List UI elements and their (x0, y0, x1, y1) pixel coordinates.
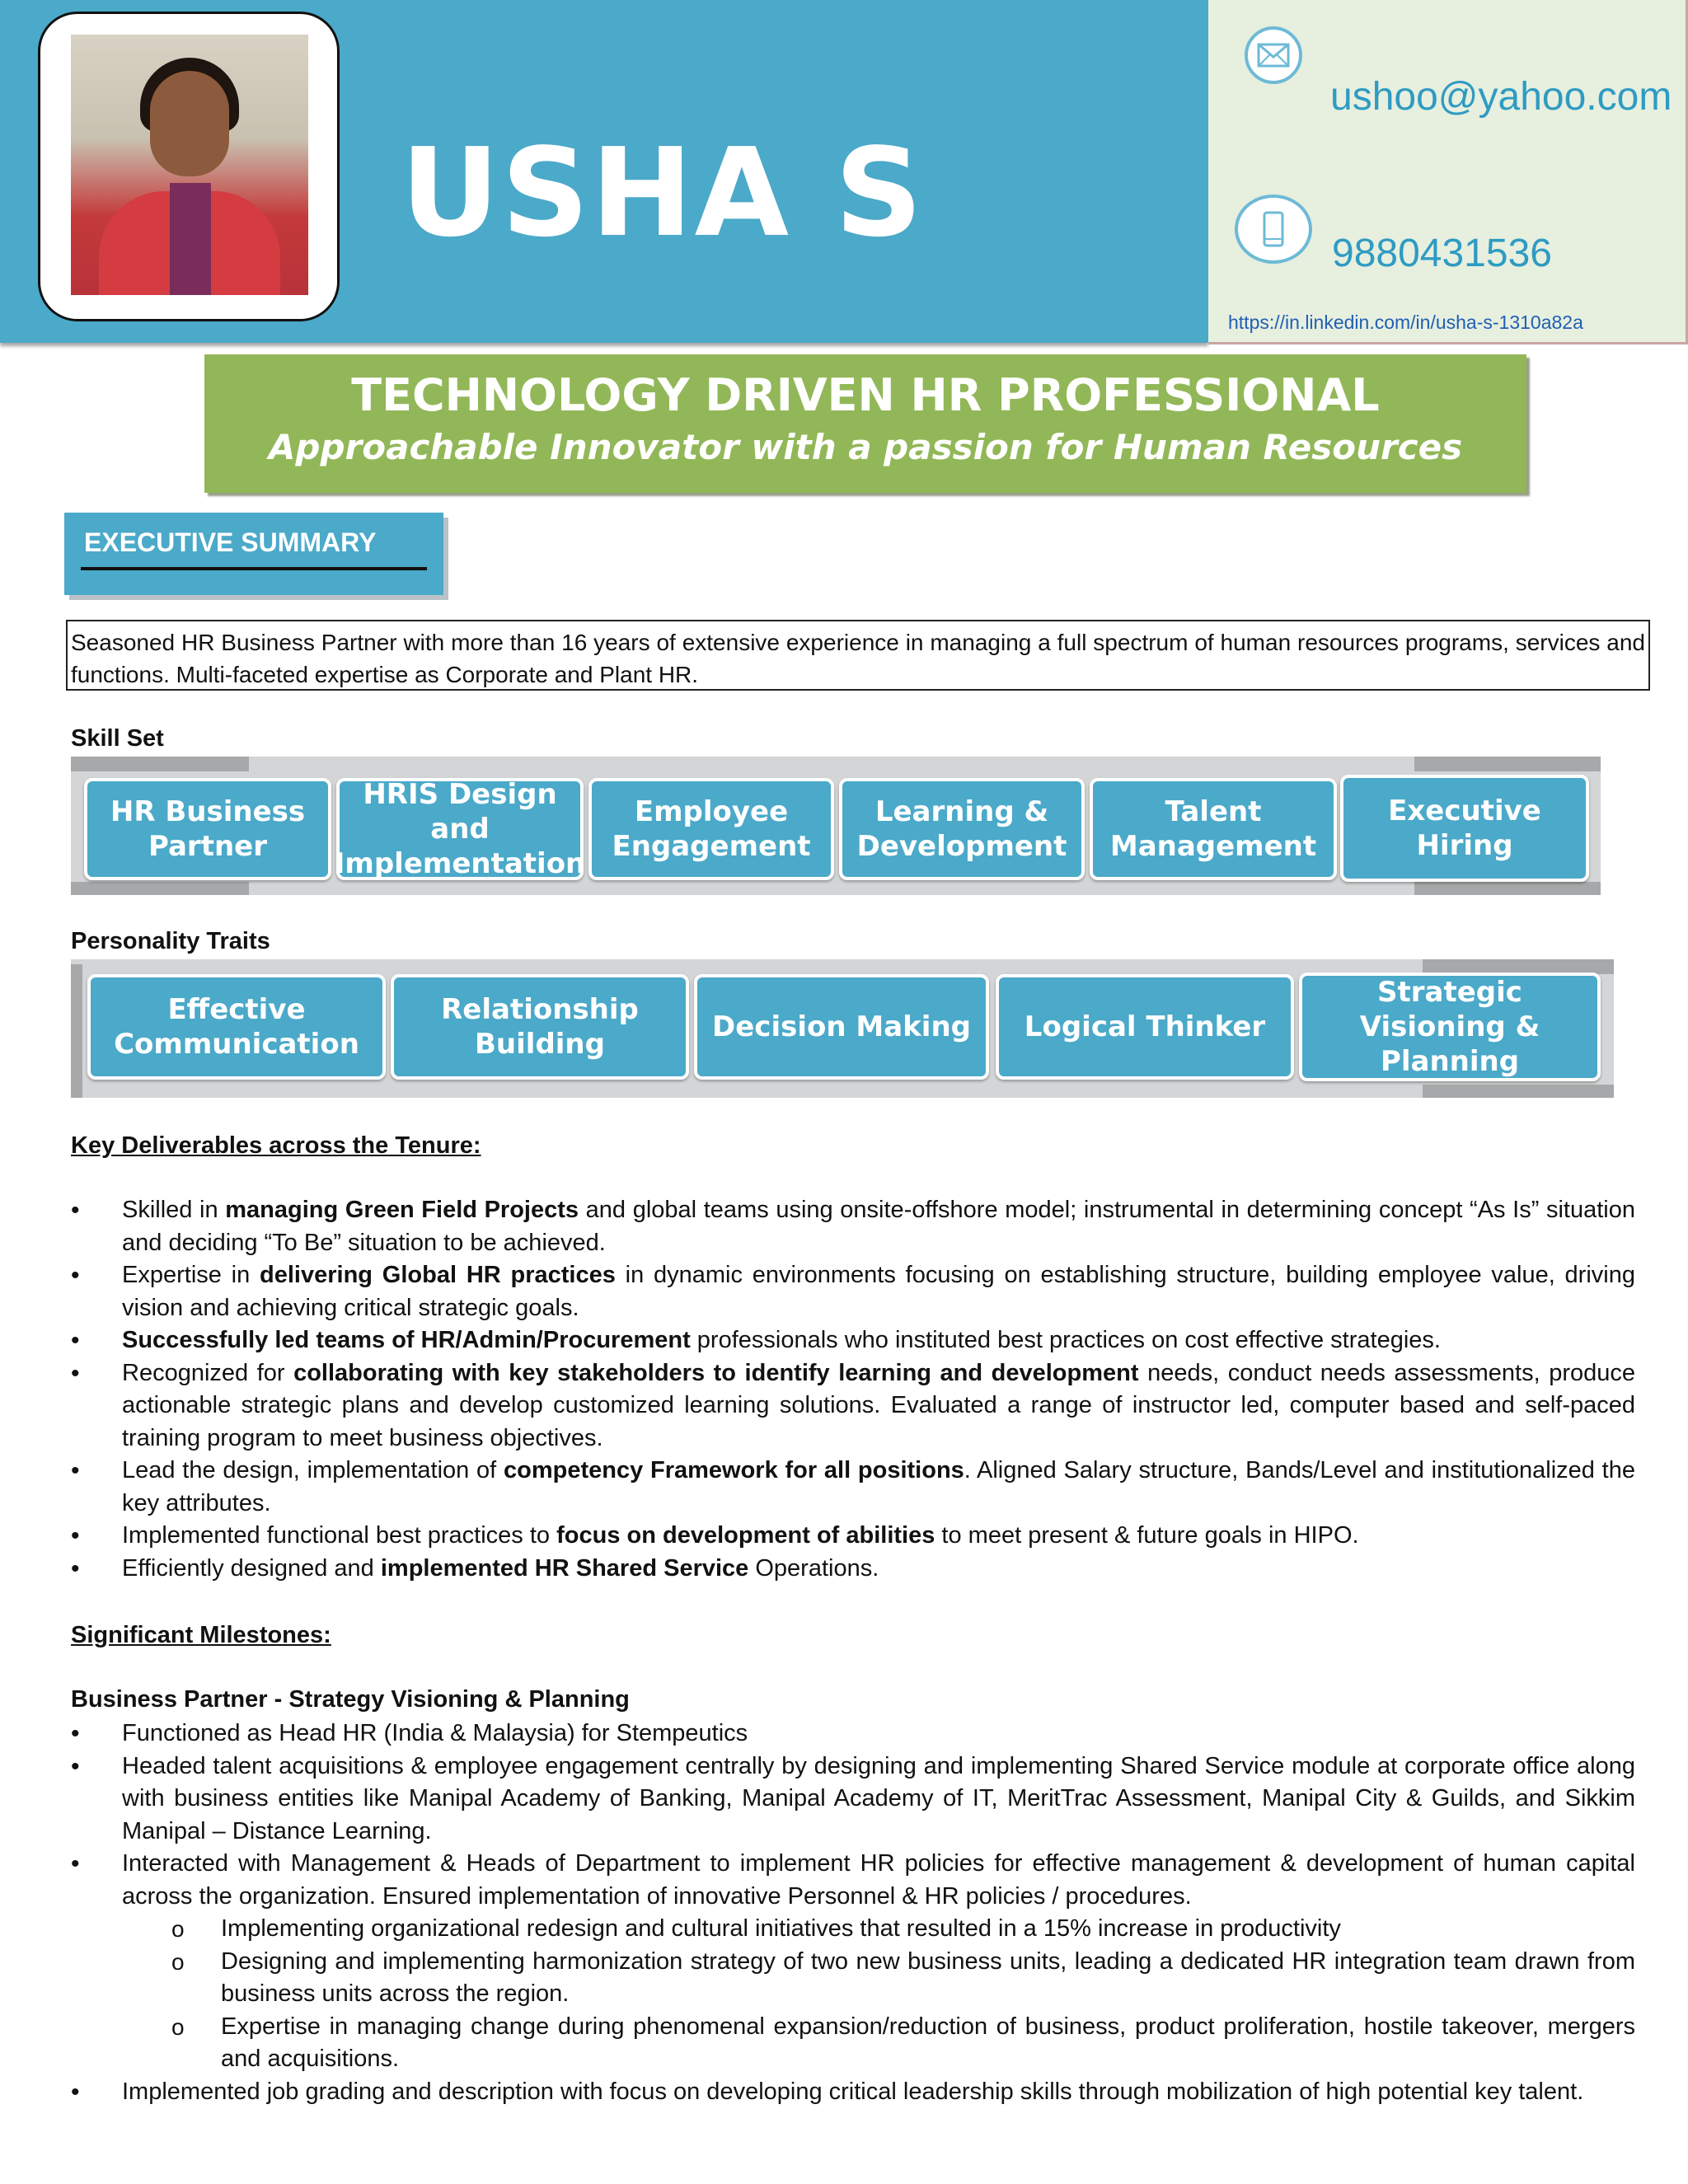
personality-traits-heading: Personality Traits (71, 928, 270, 954)
list-item: • Interacted with Management & Heads of Department to implement HR policies for effective management & development of human capital across the organization. Ensured implementation of innovative Personnel & HR policies / procedures. (71, 1848, 1635, 1913)
sub-list-item: o Implementing organizational redesign and cultural initiatives that resulted in a 15% increase in productivity (71, 1913, 1635, 1946)
linkedin-link[interactable]: https://in.linkedin.com/in/usha-s-1310a82a (1228, 312, 1583, 333)
key-deliverables-heading: Key Deliverables across the Tenure: (71, 1132, 481, 1159)
milestones-heading: Significant Milestones: (71, 1622, 331, 1648)
mobile-phone-icon (1235, 194, 1312, 264)
row-bracket (71, 757, 249, 771)
skill-item: Talent Management (1090, 778, 1337, 880)
milestones-subheading: Business Partner - Strategy Visioning & Planning (71, 1686, 630, 1713)
list-item: • Successfully led teams of HR/Admin/Procurement professionals who instituted best practices on cost effective strategies. (71, 1324, 1635, 1357)
row-bracket (1423, 1085, 1614, 1098)
heading-underline (81, 567, 427, 570)
trait-item: Strategic Visioning & Planning (1299, 972, 1601, 1081)
skill-item: HR Business Partner (84, 778, 331, 880)
milestones-list (71, 1718, 1635, 2108)
skill-item: Learning & Development (839, 778, 1085, 880)
list-item: • Implemented functional best practices to focus on development of abilities to meet present & future goals in HIPO. (71, 1520, 1635, 1553)
email-link[interactable]: ushoo@yahoo.com (1330, 75, 1672, 119)
profile-photo (71, 35, 308, 295)
sub-list-item: o Designing and implementing harmonization strategy of two new business units, leading a dedicated HR integration team drawn from business units across the region. (71, 1946, 1635, 2011)
row-bracket (71, 964, 82, 1098)
executive-summary-heading: EXECUTIVE SUMMARY (84, 527, 377, 557)
skill-item: HRIS Design and Implementation (334, 778, 586, 880)
row-bracket (71, 882, 249, 895)
headline-banner (204, 354, 1526, 493)
list-item: • Implemented job grading and description with focus on developing critical leadership skills through mobilization of high potential key talent. (71, 2076, 1635, 2109)
candidate-name: USHA S (401, 122, 925, 264)
row-bracket (1414, 882, 1601, 895)
headline-title: TECHNOLOGY DRIVEN HR PROFESSIONAL (351, 369, 1380, 421)
executive-summary-text: Seasoned HR Business Partner with more than 16 years of extensive experience in managing a full spectrum of human resources programs, services and functions. Multi-faceted expertise as Corporate and Plant HR. (66, 620, 1650, 691)
list-item: • Skilled in managing Green Field Projects and global teams using onsite-offshore model; instrumental in determining concept “As Is” situation and deciding “To Be” situation to be achieved. (71, 1194, 1635, 1259)
trait-item: Decision Making (694, 974, 989, 1080)
trait-item: Relationship Building (391, 974, 689, 1080)
list-item: • Lead the design, implementation of competency Framework for all positions. Aligned Salary structure, Bands/Level and institutionalized the key attributes. (71, 1455, 1635, 1520)
skill-set-heading: Skill Set (71, 725, 164, 752)
trait-item: Effective Communication (87, 974, 386, 1080)
envelope-icon (1245, 26, 1302, 84)
deliverables-list (71, 1194, 1635, 1585)
list-item: • Headed talent acquisitions & employee engagement centrally by designing and implementing Shared Service module at corporate office along with business entities like Manipal Academy of Banking, Manipal Academy of IT, MeritTrac Assessment, Manipal City & Guilds, and Sikkim Manipal – Distance Learning. (71, 1750, 1635, 1849)
list-item: • Efficiently designed and implemented HR Shared Service Operations. (71, 1553, 1635, 1586)
sub-list-item: o Expertise in managing change during phenomenal expansion/reduction of business, product proliferation, hostile takeover, mergers and acquisitions. (71, 2011, 1635, 2076)
list-item: • Expertise in delivering Global HR practices in dynamic environments focusing on establishing structure, building employee value, driving vision and achieving critical strategic goals. (71, 1259, 1635, 1324)
list-item: • Recognized for collaborating with key stakeholders to identify learning and development needs, conduct needs assessments, produce actionable strategic plans and develop customized learning solutions. Evaluated a range of instructor led, computer based and self-paced training program to meet business objectives. (71, 1357, 1635, 1455)
list-item: • Functioned as Head HR (India & Malaysia) for Stempeutics (71, 1718, 1635, 1750)
skill-item: Executive Hiring (1340, 775, 1589, 882)
trait-item: Logical Thinker (996, 974, 1294, 1080)
skill-item: Employee Engagement (588, 778, 834, 880)
headline-subtitle: Approachable Innovator with a passion for Human Resources (268, 427, 1463, 467)
phone-number: 9880431536 (1332, 232, 1552, 275)
row-bracket (1414, 757, 1601, 771)
